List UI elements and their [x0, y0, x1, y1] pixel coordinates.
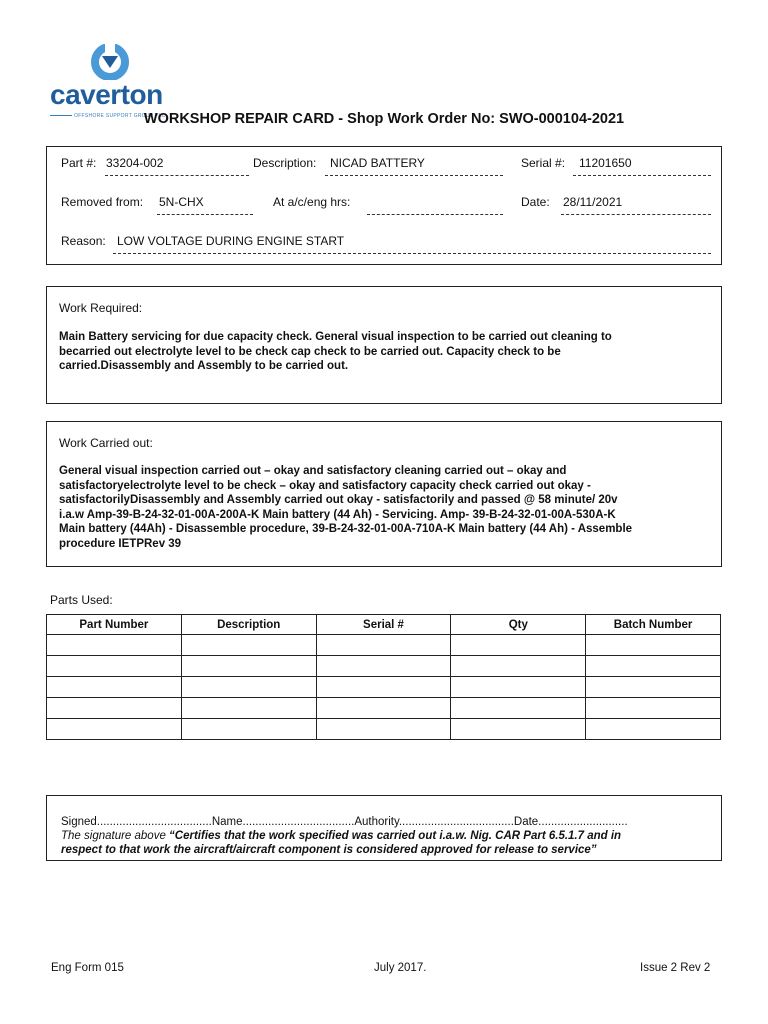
footer-date: July 2017. [374, 962, 427, 974]
reason-field-line [113, 253, 711, 254]
footer-issue: Issue 2 Rev 2 [640, 962, 711, 974]
date-label: Date: [521, 195, 550, 209]
work-carried-out-line: General visual inspection carried out – okay and satisfactory cleaning carried out – okay and [59, 465, 567, 477]
logo-tagline: OFFSHORE SUPPORT GROUP PLC [74, 113, 166, 119]
hours-label: At a/c/eng hrs: [273, 195, 351, 209]
table-cell[interactable] [451, 719, 586, 740]
table-cell[interactable] [316, 698, 451, 719]
work-required-text [59, 330, 709, 374]
table-cell[interactable] [181, 719, 316, 740]
table-cell[interactable] [181, 635, 316, 656]
table-cell[interactable] [316, 656, 451, 677]
work-carried-out-line: i.a.w Amp-39-B-24-32-01-00A-200A-K Main battery (44 Ah) - Servicing. Amp- 39-B-24-32-01-00A-530A-K [59, 508, 616, 521]
footer-form-number: Eng Form 015 [51, 962, 124, 974]
work-carried-out-line: procedure IETPRev 39 [59, 537, 182, 550]
signature-statement-line-2 [61, 843, 721, 857]
page-title: WORKSHOP REPAIR CARD - Shop Work Order No: SWO-000104-2021 [143, 111, 625, 127]
signature-statement-line-1 [61, 829, 721, 843]
reason-value: LOW VOLTAGE DURING ENGINE START [117, 234, 345, 248]
part-number-label: Part #: [61, 156, 97, 170]
description-label: Description: [253, 156, 317, 170]
work-required-line: carried.Disassembly and Assembly to be carried out. [59, 360, 349, 372]
header-details-box [46, 146, 722, 265]
date-field-line [561, 214, 711, 215]
work-carried-out-line: satisfactorilyDisassembly and Assembly carried out okay - satisfactorily and passed @ 58 minute/ 20v [59, 494, 618, 506]
table-cell[interactable] [47, 719, 182, 740]
column-header-batch-number: Batch Number [586, 615, 721, 635]
parts-used-label: Parts Used: [50, 593, 113, 607]
column-header-part-number: Part Number [47, 615, 182, 635]
work-required-line: becarried out electrolyte level to be check cap check to be carried out. Capacity check to be [59, 345, 561, 358]
table-cell[interactable] [316, 635, 451, 656]
reason-label: Reason: [61, 234, 106, 248]
table-row [47, 635, 721, 656]
table-cell[interactable] [451, 635, 586, 656]
table-cell[interactable] [47, 677, 182, 698]
company-logo [50, 44, 170, 120]
column-header-serial: Serial # [316, 615, 451, 635]
parts-used-table [46, 614, 721, 740]
table-cell[interactable] [47, 635, 182, 656]
serial-label: Serial #: [521, 156, 566, 170]
table-cell[interactable] [451, 656, 586, 677]
column-header-description: Description [181, 615, 316, 635]
work-carried-out-label: Work Carried out: [59, 436, 153, 450]
table-cell[interactable] [586, 719, 721, 740]
table-cell[interactable] [586, 698, 721, 719]
work-carried-out-line: satisfactoryelectrolyte level to be check – okay and satisfactory capacity check carried out okay - [59, 479, 591, 492]
logo-wordmark: caverton [50, 79, 163, 110]
removed-from-label: Removed from: [61, 195, 144, 209]
date-value: 28/11/2021 [563, 195, 623, 209]
table-cell[interactable] [451, 677, 586, 698]
description-value: NICAD BATTERY [330, 156, 425, 170]
table-row [47, 677, 721, 698]
description-field-line [325, 175, 503, 176]
removed-from-value: 5N-CHX [159, 195, 204, 209]
table-cell[interactable] [181, 698, 316, 719]
table-header-row [47, 615, 721, 635]
signature-statement-certification-cont: respect to that work the aircraft/aircraft component is considered approved for release to service” [61, 844, 597, 856]
signature-statement-prefix: The signature above [61, 830, 170, 842]
signature-statement [61, 829, 721, 857]
table-cell[interactable] [47, 656, 182, 677]
part-number-value: 33204-002 [106, 156, 164, 170]
removed-from-field-line [157, 214, 253, 215]
work-carried-out-line: Main battery (44Ah) - Disassemble procedure, 39-B-24-32-01-00A-710A-K Main battery (44 Ah) - Assemble [59, 523, 633, 535]
hours-field-line [367, 214, 503, 215]
signature-fields-line: Signed....................................Name...................................Authority....................................Date............................ [61, 816, 628, 828]
table-cell[interactable] [47, 698, 182, 719]
serial-value: 11201650 [579, 156, 632, 170]
serial-field-line [573, 175, 711, 176]
table-cell[interactable] [181, 656, 316, 677]
work-required-label: Work Required: [59, 301, 143, 315]
table-cell[interactable] [181, 677, 316, 698]
table-cell[interactable] [586, 656, 721, 677]
table-cell[interactable] [316, 677, 451, 698]
table-row [47, 698, 721, 719]
work-carried-out-text [59, 464, 719, 551]
work-carried-out-box [46, 421, 722, 567]
table-row [47, 719, 721, 740]
signature-box [46, 795, 722, 861]
part-number-field-line [105, 175, 249, 176]
table-cell[interactable] [316, 719, 451, 740]
table-cell[interactable] [586, 635, 721, 656]
work-required-box [46, 286, 722, 404]
logo-mark-icon [90, 44, 130, 80]
table-row [47, 656, 721, 677]
table-cell[interactable] [586, 677, 721, 698]
column-header-qty: Qty [451, 615, 586, 635]
work-required-line: Main Battery servicing for due capacity check. General visual inspection to be carried out cleaning to [59, 331, 612, 343]
table-cell[interactable] [451, 698, 586, 719]
signature-statement-certification: “Certifies that the work specified was carried out i.a.w. Nig. CAR Part 6.5.1.7 and in [169, 830, 622, 842]
